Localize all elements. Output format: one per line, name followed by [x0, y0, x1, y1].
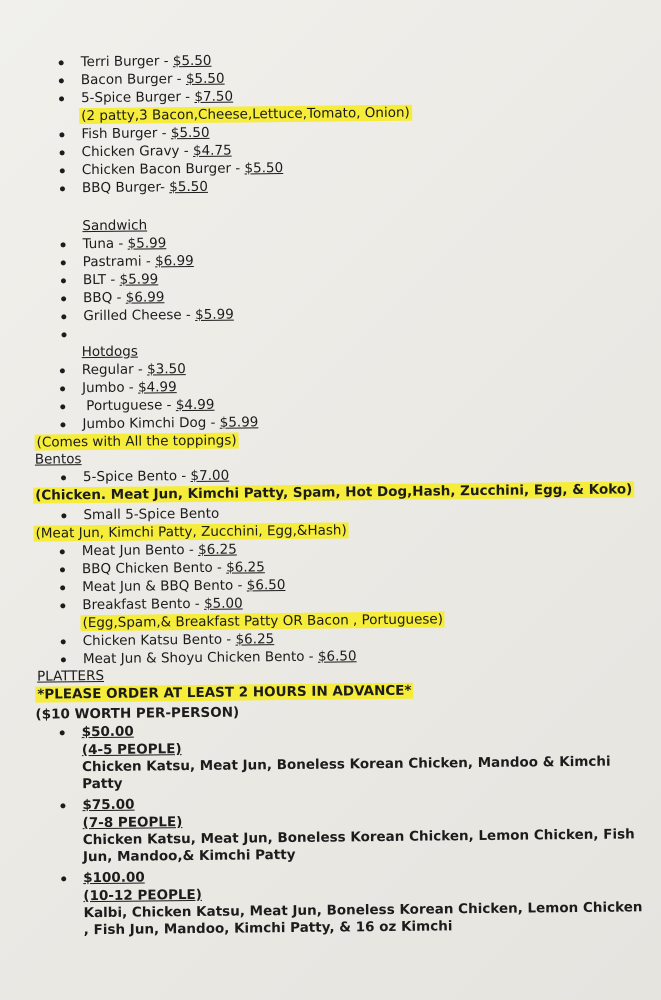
item-price: $6.99 [154, 252, 194, 270]
highlighted-text: *PLEASE ORDER AT LEAST 2 HOURS IN ADVANCE* [37, 682, 412, 703]
item-price: $6.25 [198, 541, 237, 558]
item-name: Jumbo - [81, 379, 139, 397]
bullet [60, 603, 65, 608]
section-heading: Sandwich [82, 217, 148, 235]
bullet [60, 368, 65, 373]
item-price: $4.99 [175, 396, 215, 414]
bullet [60, 422, 65, 427]
item-price: $7.50 [194, 88, 234, 105]
item-name: Bacon Burger - [80, 71, 186, 89]
hotdogs-section [4, 337, 655, 452]
bullet [60, 549, 65, 554]
item-name: BBQ - [83, 289, 126, 307]
item-name: Meat Jun & Shoyu Chicken Bento - [82, 648, 318, 668]
highlighted-text: (2 patty,3 Bacon,Cheese,Lettuce,Tomato, Onion) [81, 104, 410, 125]
per-person-note: ($10 WORTH PER-PERSON) [35, 704, 240, 723]
section-heading: PLATTERS [37, 667, 105, 685]
platter-items: Chicken Katsu, Meat Jun, Boneless Korean Chicken, Mandoo & Kimchi Patty [81, 753, 611, 793]
item-name: Tuna - [82, 235, 128, 253]
platter-people: (10-12 PEOPLE) [83, 886, 202, 905]
bullet [61, 260, 66, 265]
item-name: Meat Jun Bento - [81, 541, 199, 560]
item-name: Fish Burger - [81, 125, 171, 143]
item-name: Breakfast Bento - [82, 595, 205, 614]
item-price: $6.99 [125, 289, 165, 306]
item-name: Regular - [81, 361, 148, 379]
platter-price: $75.00 [82, 796, 135, 814]
bullet [59, 60, 64, 65]
item-name: Chicken Katsu Bento - [82, 631, 236, 650]
item-price: $5.99 [195, 306, 234, 323]
bullet [59, 78, 64, 83]
bullet [60, 404, 65, 409]
item-price: $4.75 [192, 142, 232, 159]
item-price: $5.50 [172, 52, 212, 70]
bullet [60, 150, 65, 155]
highlighted-text: (Comes with All the toppings) [36, 432, 237, 451]
bullet [60, 386, 65, 391]
bullet [61, 242, 66, 247]
item-price: $5.50 [169, 178, 209, 196]
highlighted-text: (Chicken. Meat Jun, Kimchi Patty, Spam, Hot Dog,Hash, Zucchini, Egg, & Koko) [35, 481, 633, 504]
bullet [61, 475, 66, 480]
item-price: $5.50 [244, 160, 284, 177]
item-name: Grilled Cheese - [83, 306, 196, 325]
item-price: $6.25 [235, 631, 275, 648]
item-name: Portuguese - [86, 397, 176, 415]
item-name: Chicken Bacon Burger - [81, 160, 245, 179]
item-name: BBQ Chicken Bento - [81, 559, 227, 578]
item-price: $6.50 [317, 648, 357, 665]
bullet [61, 639, 66, 644]
highlighted-text: (Egg,Spam,& Breakfast Patty OR Bacon , Portuguese) [82, 611, 444, 632]
item-name: BBQ Burger- [81, 179, 170, 197]
platter-price: $100.00 [83, 869, 145, 887]
item-price: $7.00 [190, 467, 230, 485]
item-name: 5-Spice Bento - [82, 468, 191, 486]
bullet [60, 730, 65, 735]
item-price: $3.50 [147, 361, 186, 378]
bullet [61, 513, 66, 518]
item-price: $5.99 [127, 235, 167, 252]
item-name: Terri Burger - [80, 53, 173, 71]
item-name: BLT - [82, 271, 120, 289]
item-name: 5-Spice Burger - [80, 88, 195, 107]
bullet [60, 585, 65, 590]
platter-people: (4-5 PEOPLE) [81, 741, 182, 759]
bullet [60, 168, 65, 173]
item-price: $5.99 [119, 271, 159, 288]
item-name: Pastrami - [82, 253, 156, 271]
item-price: $5.50 [185, 70, 225, 88]
item-price: $5.00 [203, 595, 243, 612]
burger-list [1, 47, 652, 198]
highlighted-text: (Meat Jun, Kimchi Patty, Zucchini, Egg,&Hash) [35, 522, 347, 542]
item-price: $4.99 [137, 379, 177, 396]
item-price: $6.50 [246, 577, 286, 594]
bullet [59, 132, 64, 137]
platter-items: Kalbi, Chicken Katsu, Meat Jun, Boneless Korean Chicken, Lemon Chicken , Fish Jun, Mandoo, Kimchi Patty, & 16 oz Kimchi [83, 899, 643, 939]
bullet [61, 332, 66, 337]
item-price: $5.50 [170, 124, 210, 142]
bullet [61, 278, 66, 283]
item-name: Jumbo Kimchi Dog - [82, 414, 220, 433]
bullet [61, 657, 66, 662]
bullet [60, 803, 65, 808]
section-heading: Bentos [34, 451, 82, 468]
item-price: $6.25 [226, 559, 265, 576]
bullet [60, 186, 65, 191]
platter-items: Chicken Katsu, Meat Jun, Boneless Korean Chicken, Lemon Chicken, Fish Jun, Mandoo,& Kimchi Patty [82, 826, 635, 866]
bentos-section [5, 444, 657, 669]
bullet [61, 876, 66, 881]
bullet [60, 567, 65, 572]
platter-people: (7-8 PEOPLE) [82, 814, 183, 832]
bullet [61, 314, 66, 319]
sandwich-section [2, 211, 653, 344]
bullet [59, 96, 64, 101]
item-name: Chicken Gravy - [81, 142, 194, 161]
bullet [61, 296, 66, 301]
item-price: $5.99 [219, 414, 259, 431]
section-heading: Hotdogs [81, 343, 138, 361]
platter-price: $50.00 [81, 723, 134, 741]
platters-section [7, 661, 660, 943]
item-name: Small 5-Spice Bento [83, 505, 220, 524]
item-name: Meat Jun & BBQ Bento - [82, 577, 247, 596]
